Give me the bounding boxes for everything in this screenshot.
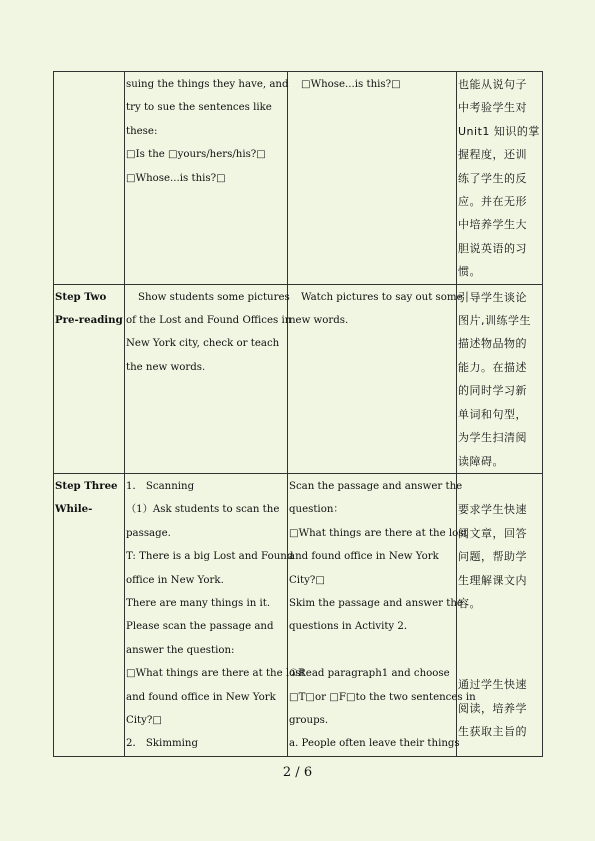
student-line: ①Read paragraph1 and choose — [289, 668, 450, 680]
purpose-line: 胆说英语的习 — [458, 241, 527, 255]
purpose-line: 中培养学生大 — [458, 218, 527, 232]
teacher-line: T: There is a big Lost and Found — [126, 551, 294, 563]
purpose-line: 生获取主旨的 — [458, 725, 527, 739]
teacher-line: answer the question: — [126, 644, 235, 656]
student-line: question： — [289, 504, 344, 516]
teacher-line: New York city, check or teach — [126, 338, 280, 350]
teacher-activity-cell — [125, 284, 292, 473]
table-row-warmup-continued — [54, 72, 543, 285]
student-activity-cell — [288, 473, 476, 756]
student-line: questions in Activity 2． — [289, 621, 415, 633]
teacher-line: City?□ — [126, 714, 162, 726]
teacher-line: （1）Ask students to scan the — [126, 504, 280, 516]
purpose-line: 中考验学生对 — [458, 101, 527, 115]
teacher-line: these: — [126, 125, 158, 137]
purpose-cell — [457, 72, 543, 285]
student-line: Watch pictures to say out some — [301, 291, 463, 303]
teacher-line: □What things are there at the lost — [126, 668, 305, 680]
student-line: a. People often leave their things — [289, 738, 460, 750]
page-number: 2 / 6 — [282, 765, 313, 780]
teacher-line: of the Lost and Found Offices in — [126, 315, 292, 327]
purpose-line: Unit1 知识的掌 — [458, 124, 540, 138]
student-line: □What things are there at the lost — [289, 527, 468, 539]
purpose-line: 图片,训练学生 — [458, 314, 531, 328]
student-activity-cell — [288, 72, 457, 285]
purpose-line: 为学生扫清阅 — [458, 431, 527, 445]
purpose-line: 通过学生快速 — [458, 678, 527, 692]
purpose-line: 的同时学习新 — [458, 384, 527, 398]
lesson-plan-table — [53, 71, 543, 757]
purpose-line: 读障碍。 — [458, 454, 504, 468]
step-title: Step Three — [55, 479, 118, 492]
purpose-line: 单词和句型， — [458, 407, 527, 421]
teacher-line: office in New York. — [126, 574, 224, 586]
teacher-line: □Is the □yours/hers/his?□ — [126, 149, 266, 161]
purpose-line: 容。 — [458, 596, 481, 610]
purpose-line: 描述物品物的 — [458, 337, 527, 351]
teacher-line: 1． Scanning — [126, 480, 195, 492]
teacher-line: Show students some pictures — [138, 291, 290, 303]
teacher-activity-cell — [125, 473, 305, 756]
teacher-line: 2． Skimming — [126, 738, 198, 750]
teacher-line: suing the things they have, and — [126, 79, 289, 90]
purpose-line: 问题，帮助学 — [458, 550, 527, 564]
purpose-cell — [457, 473, 543, 756]
student-activity-cell — [288, 284, 463, 473]
purpose-line: 生理解课文内 — [458, 573, 527, 587]
step-subtitle: While- — [55, 503, 93, 516]
teacher-line: There are many things in it. — [126, 597, 271, 609]
step-cell — [54, 72, 125, 285]
purpose-line: 阅读，培养学 — [458, 701, 527, 715]
student-line: new words. — [289, 315, 349, 327]
student-line: Skim the passage and answer the — [289, 597, 463, 609]
purpose-cell — [457, 284, 543, 473]
teacher-line: Please scan the passage and — [126, 621, 274, 633]
table-row-step-three — [54, 473, 543, 756]
student-line: City?□ — [289, 574, 325, 586]
student-line: Scan the passage and answer the — [289, 480, 463, 492]
teacher-line: □Whose...is this?□ — [126, 172, 226, 184]
student-line: □T□or □F□to the two sentences in — [289, 691, 476, 703]
purpose-line: 要求学生快速 — [458, 503, 527, 517]
step-subtitle: Pre-reading — [55, 314, 123, 327]
purpose-line: 惯。 — [458, 265, 481, 279]
purpose-line: 也能从说句子 — [458, 78, 527, 91]
teacher-line: the new words. — [126, 361, 206, 373]
teacher-line: and found office in New York — [126, 691, 276, 703]
teacher-line: passage. — [126, 527, 171, 539]
purpose-line: 引导学生谈论 — [458, 290, 527, 304]
purpose-line: 握程度，还训 — [458, 148, 527, 162]
purpose-line: 阅文章，回答 — [458, 526, 527, 540]
purpose-line: 应。并在无形 — [458, 195, 527, 209]
step-title: Step Two — [55, 290, 107, 303]
purpose-line: 练了学生的反 — [458, 171, 527, 185]
teacher-activity-cell — [125, 72, 288, 285]
student-line: □Whose...is this?□ — [301, 79, 401, 90]
teacher-line: try to sue the sentences like — [126, 102, 272, 114]
student-line: and found office in New York — [289, 551, 439, 563]
step-cell — [54, 284, 125, 473]
purpose-line: 能力。在描述 — [458, 360, 527, 374]
step-cell — [54, 473, 125, 756]
table-row-step-two — [54, 284, 543, 473]
student-line: groups. — [289, 714, 329, 726]
